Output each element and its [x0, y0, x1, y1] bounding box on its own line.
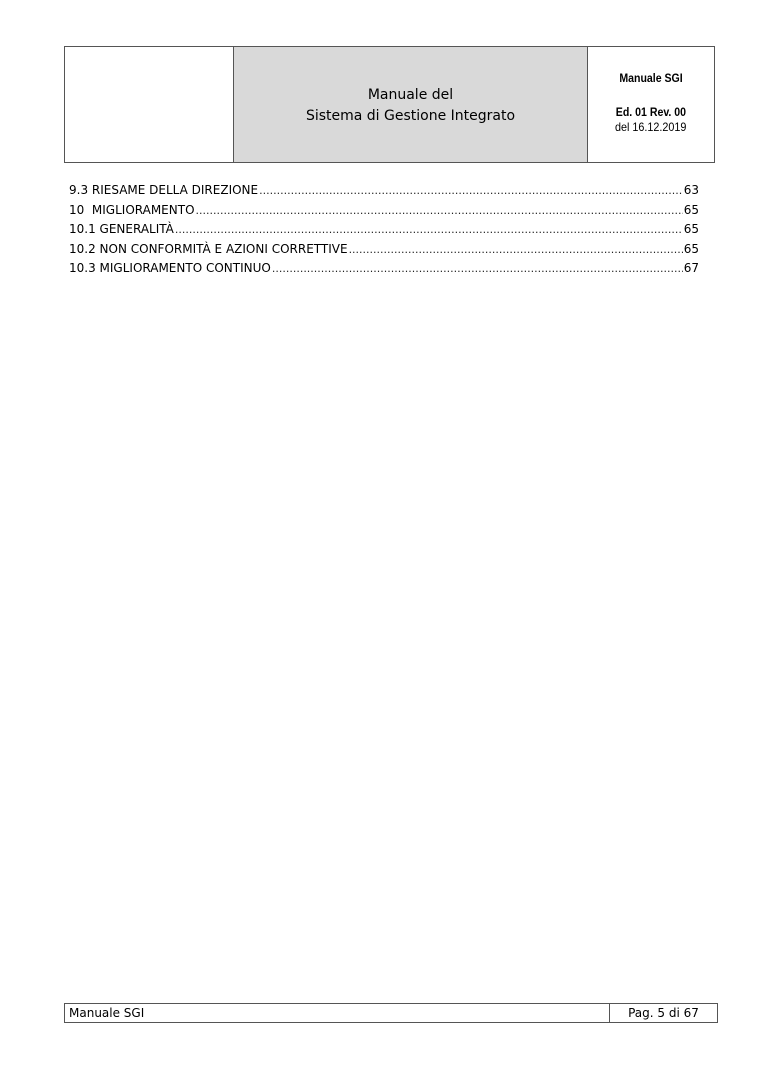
toc-entry[interactable]: [69, 220, 699, 240]
toc-entry-label: 10.1 GENERALITÀ: [69, 222, 174, 236]
toc-entry[interactable]: [69, 240, 699, 260]
toc-entry-page: 65: [683, 222, 699, 236]
toc-entry-page: 65: [683, 202, 699, 217]
document-header: [64, 46, 715, 163]
toc-entry[interactable]: [69, 201, 699, 221]
toc-leader: [175, 220, 683, 240]
toc-leader: [259, 181, 683, 201]
footer-page-number: Pag. 5 di 67: [628, 1006, 699, 1020]
toc-entry-label: 10 MIGLIORAMENTO: [69, 202, 195, 217]
toc-leader: [196, 201, 683, 221]
header-doc-name: Manuale SGI: [619, 71, 683, 85]
toc-entry-label: 10.3 MIGLIORAMENTO CONTINUO: [69, 261, 271, 275]
toc-entry[interactable]: [69, 259, 699, 279]
toc-leader: [349, 240, 683, 260]
toc-entry-page: 65: [683, 241, 699, 256]
title-line-1: Manuale del: [367, 86, 454, 103]
header-edition: Ed. 01 Rev. 00: [615, 105, 687, 119]
toc-entry-page: 67: [683, 261, 699, 275]
table-of-contents: [69, 181, 699, 279]
toc-leader: [272, 259, 683, 279]
title-cell: [234, 47, 588, 162]
toc-entry-label: 10.2 NON CONFORMITÀ E AZIONI CORRETTIVE: [69, 241, 348, 256]
toc-entry-label: 9.3 RIESAME DELLA DIREZIONE: [69, 183, 259, 197]
toc-entry-page: 63: [683, 183, 699, 197]
logo-cell: [65, 47, 234, 162]
document-footer: [64, 1003, 718, 1023]
footer-doc-name: Manuale SGI: [65, 1004, 610, 1022]
info-cell: [588, 47, 714, 162]
title-line-2: Sistema di Gestione Integrato: [305, 107, 516, 124]
header-date: del 16.12.2019: [615, 120, 687, 134]
toc-entry[interactable]: [69, 181, 699, 201]
